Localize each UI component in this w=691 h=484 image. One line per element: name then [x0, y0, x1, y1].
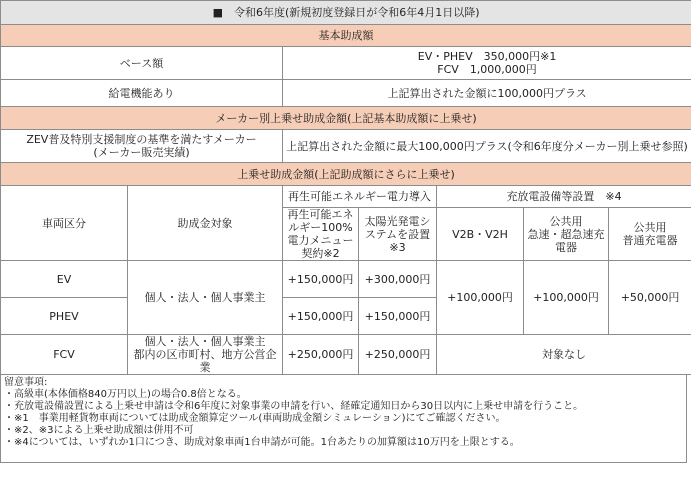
renewable-group-header: 再生可能エネルギー電力導入 — [283, 186, 437, 208]
solar-header: 太陽光発電システムを設置※3 — [359, 208, 437, 261]
ev-solar-value: +300,000円 — [359, 261, 437, 298]
public-normal-charger-value: +50,000円 — [609, 261, 691, 335]
public-fast-charger-line1: 公共用 — [549, 214, 583, 228]
renewable100-header: 再生可能エネルギー100%電力メニュー契約※2 — [283, 208, 359, 261]
target-fcv — [128, 335, 283, 375]
maker-section-header: メーカー別上乗せ助成金額(上記基本助成額に上乗せ) — [1, 107, 691, 130]
vehicle-class-header: 車両区分 — [1, 186, 128, 261]
target-ev-phev: 個人・法人・個人事業主 — [128, 261, 283, 335]
public-fast-charger-line2: 急速・超急速充電器 — [527, 227, 605, 254]
v2b-value: +100,000円 — [437, 261, 524, 335]
note-line: ・※2、※3による上乗せ助成額は併用不可 — [4, 425, 194, 436]
note-line: ・※4については、いずれか1口につき、助成対象車両1台申請が可能。1台あたりの加算額は10万円を上限とする。 — [4, 437, 520, 448]
vehicle-ev: EV — [1, 261, 128, 298]
fcv-solar-value: +250,000円 — [359, 335, 437, 375]
target-header: 助成金対象 — [128, 186, 283, 261]
fcv-renewable100-value: +250,000円 — [283, 335, 359, 375]
base-section-header: 基本助成額 — [1, 25, 691, 47]
target-fcv-line2: 都内の区市町村、地方公営企業 — [133, 348, 277, 374]
fcv-charging-none: 対象なし — [437, 335, 691, 375]
base-amount-ev-phev: EV・PHEV 350,000円※1 — [417, 50, 557, 63]
notes-title: 留意事項: — [4, 377, 48, 388]
power-supply-value: 上記算出された金額に100,000円プラス — [283, 80, 691, 107]
v2b-header: V2B・V2H — [437, 208, 524, 261]
addon-section-header: 上乗せ助成金額(上記助成額にさらに上乗せ) — [1, 163, 691, 186]
notes — [0, 375, 687, 463]
public-fast-charger-header — [524, 208, 609, 261]
power-supply-label: 給電機能あり — [1, 80, 283, 107]
phev-solar-value: +150,000円 — [359, 298, 437, 335]
maker-label — [1, 130, 283, 163]
public-normal-charger-line2: 普通充電器 — [622, 234, 678, 247]
note-line: ・高級車(本体価格840万円以上)の場合0.8倍となる。 — [4, 389, 247, 400]
note-line: ・※1 事業用軽貨物車両については助成金額算定ツール(車両助成金額シミュレーション)にてご確認ください。 — [4, 413, 506, 424]
page-title: ■ 令和6年度(新規初度登録日が令和6年4月1日以降) — [1, 1, 691, 25]
maker-value: 上記算出された金額に最大100,000円プラス(令和6年度分メーカー別上乗せ参照) — [283, 130, 691, 163]
phev-renewable100-value: +150,000円 — [283, 298, 359, 335]
target-fcv-line1: 個人・法人・個人事業主 — [144, 335, 266, 348]
note-line: ・充放電設備設置による上乗せ申請は令和6年度に対象事業の申請を行い、経確定通知日から30日以内に上乗せ申請を行うこと。 — [4, 401, 584, 412]
public-normal-charger-header — [609, 208, 691, 261]
base-amount-label: ベース額 — [1, 47, 283, 80]
maker-label-line1: ZEV普及特別支援制度の基準を満たすメーカー — [26, 133, 257, 146]
ev-renewable100-value: +150,000円 — [283, 261, 359, 298]
base-amount-fcv: FCV 1,000,000円 — [437, 63, 537, 76]
charging-group-header: 充放電設備等設置 ※4 — [437, 186, 691, 208]
vehicle-fcv: FCV — [1, 335, 128, 375]
maker-label-line2: (メーカー販売実績) — [93, 146, 190, 159]
public-fast-charger-value: +100,000円 — [524, 261, 609, 335]
vehicle-phev: PHEV — [1, 298, 128, 335]
base-amount-value — [283, 47, 691, 80]
public-normal-charger-line1: 公共用 — [633, 221, 667, 234]
